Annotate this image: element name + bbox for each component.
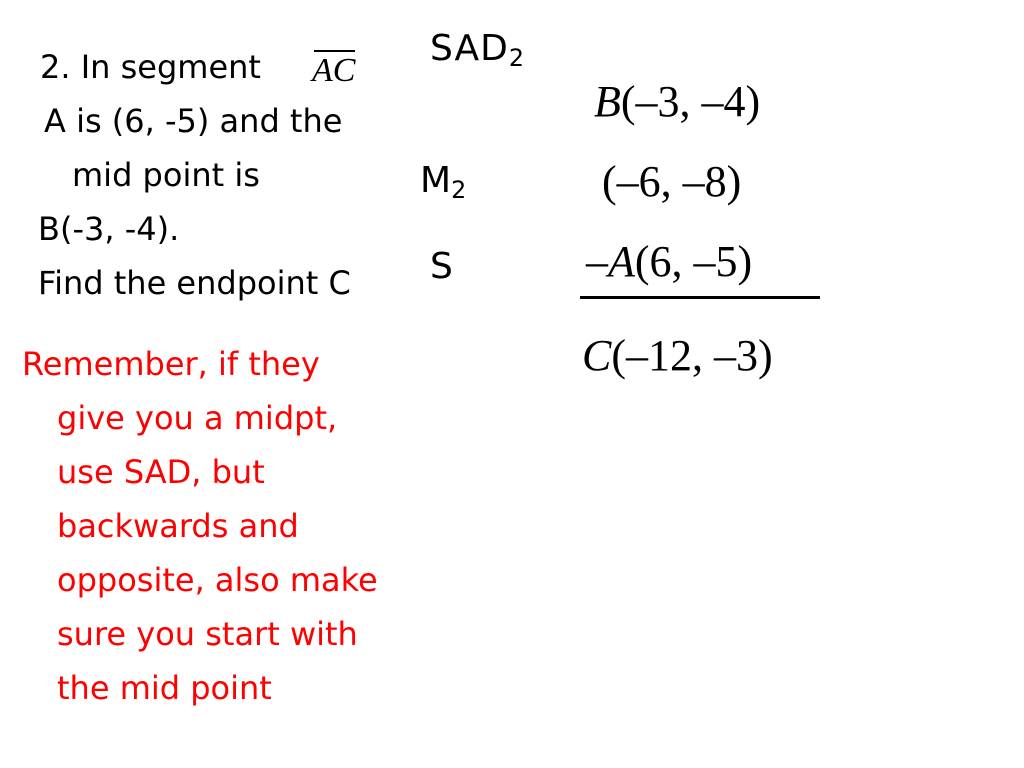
reminder-line: use SAD, but [57, 453, 265, 491]
segment-ac-label [312, 52, 355, 90]
step-s-label: S [430, 246, 453, 287]
step-sad-subscript: 2 [508, 43, 525, 72]
midpoint-b-row [594, 76, 760, 127]
problem-line-4: B(-3, -4). [38, 210, 180, 248]
reminder-line: opposite, also make [57, 561, 378, 599]
point-a-coords: (6, –5) [634, 237, 753, 286]
problem-line-1-text: 2. In segment [40, 48, 261, 86]
problem-line-3: mid point is [72, 156, 260, 194]
step-sad-text: SAD [430, 28, 509, 69]
minus-sign: – [586, 237, 608, 286]
reminder-line: the mid point [57, 669, 272, 707]
point-b-coords: (–3, –4) [620, 77, 761, 126]
step-m-label [420, 160, 466, 204]
problem-line-5: Find the endpoint C [38, 264, 351, 302]
doubled-row: (–6, –8) [602, 157, 742, 206]
point-a-label: A [608, 237, 635, 286]
point-c-label: C [582, 331, 612, 380]
point-b-label: B [594, 77, 621, 126]
step-sad-label [430, 28, 525, 72]
reminder-line: Remember, if they [22, 345, 320, 383]
reminder-line: give you a midpt, [57, 399, 338, 437]
reminder-line: backwards and [57, 507, 299, 545]
sum-line [580, 296, 820, 299]
step-m-text: M [420, 160, 452, 201]
subtract-a-row [586, 236, 752, 287]
endpoint-c-row [582, 330, 773, 381]
problem-line-2: A is (6, -5) and the [44, 102, 343, 140]
step-m-subscript: 2 [451, 175, 467, 204]
point-c-coords: (–12, –3) [611, 331, 773, 380]
reminder-line: sure you start with [57, 615, 358, 653]
problem-line-1 [40, 48, 261, 86]
segment-ac-text: AC [312, 52, 356, 89]
